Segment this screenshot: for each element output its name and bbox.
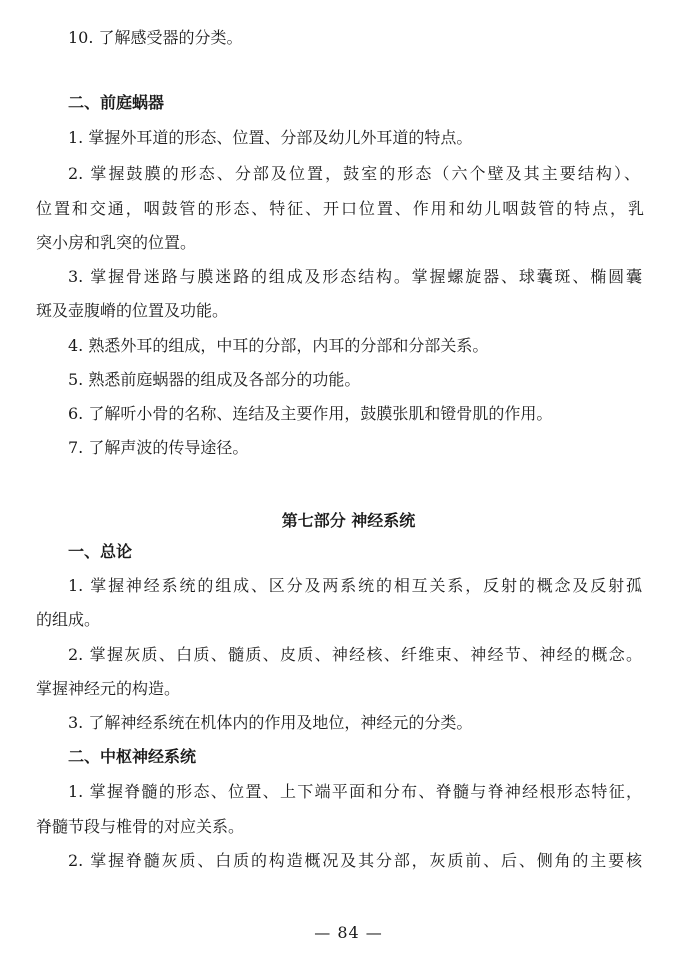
page-number: — 84 — — [314, 923, 383, 942]
text-line: 1. 掌握神经系统的组成、区分及两系统的相互关系，反射的概念及反射孤 — [68, 576, 642, 595]
text-line: 2. 掌握脊髓灰质、白质的构造概况及其分部，灰质前、后、侧角的主要核 — [68, 851, 642, 870]
text-line: 7. 了解声波的传导途径。 — [68, 438, 249, 457]
text-line: 掌握神经元的构造。 — [36, 679, 181, 698]
text-line: 1. 掌握外耳道的形态、位置、分部及幼儿外耳道的特点。 — [68, 128, 473, 147]
section-heading: 二、中枢神经系统 — [68, 747, 197, 766]
text-line: 的组成。 — [36, 610, 101, 629]
text-line: 1. 掌握脊髓的形态、位置、上下端平面和分布、脊髓与脊神经根形态特征， — [68, 782, 642, 801]
text-line: 10. 了解感受器的分类。 — [68, 28, 243, 47]
text-line: 6. 了解听小骨的名称、连结及主要作用，鼓膜张肌和镫骨肌的作用。 — [68, 404, 553, 423]
section-heading: 一、总论 — [68, 542, 133, 561]
text-line: 2. 掌握鼓膜的形态、分部及位置，鼓室的形态（六个壁及其主要结构）、 — [68, 164, 640, 183]
text-line: 3. 了解神经系统在机体内的作用及地位，神经元的分类。 — [68, 713, 473, 732]
text-line: 突小房和乳突的位置。 — [36, 233, 197, 252]
text-line: 位置和交通，咽鼓管的形态、特征、开口位置、作用和幼儿咽鼓管的特点，乳 — [36, 199, 644, 218]
text-line: 5. 熟悉前庭蜗器的组成及各部分的功能。 — [68, 370, 361, 389]
part-title: 第七部分 神经系统 — [281, 511, 416, 530]
section-heading: 二、前庭蜗器 — [68, 93, 165, 112]
text-line: 斑及壶腹嵴的位置及功能。 — [36, 301, 229, 320]
text-line: 2. 掌握灰质、白质、髓质、皮质、神经核、纤维束、神经节、神经的概念。 — [68, 645, 642, 664]
text-line: 3. 掌握骨迷路与膜迷路的组成及形态结构。掌握螺旋器、球囊斑、椭圆囊 — [68, 267, 642, 286]
text-line: 脊髓节段与椎骨的对应关系。 — [36, 817, 245, 836]
text-line: 4. 熟悉外耳的组成，中耳的分部，内耳的分部和分部关系。 — [68, 336, 489, 355]
